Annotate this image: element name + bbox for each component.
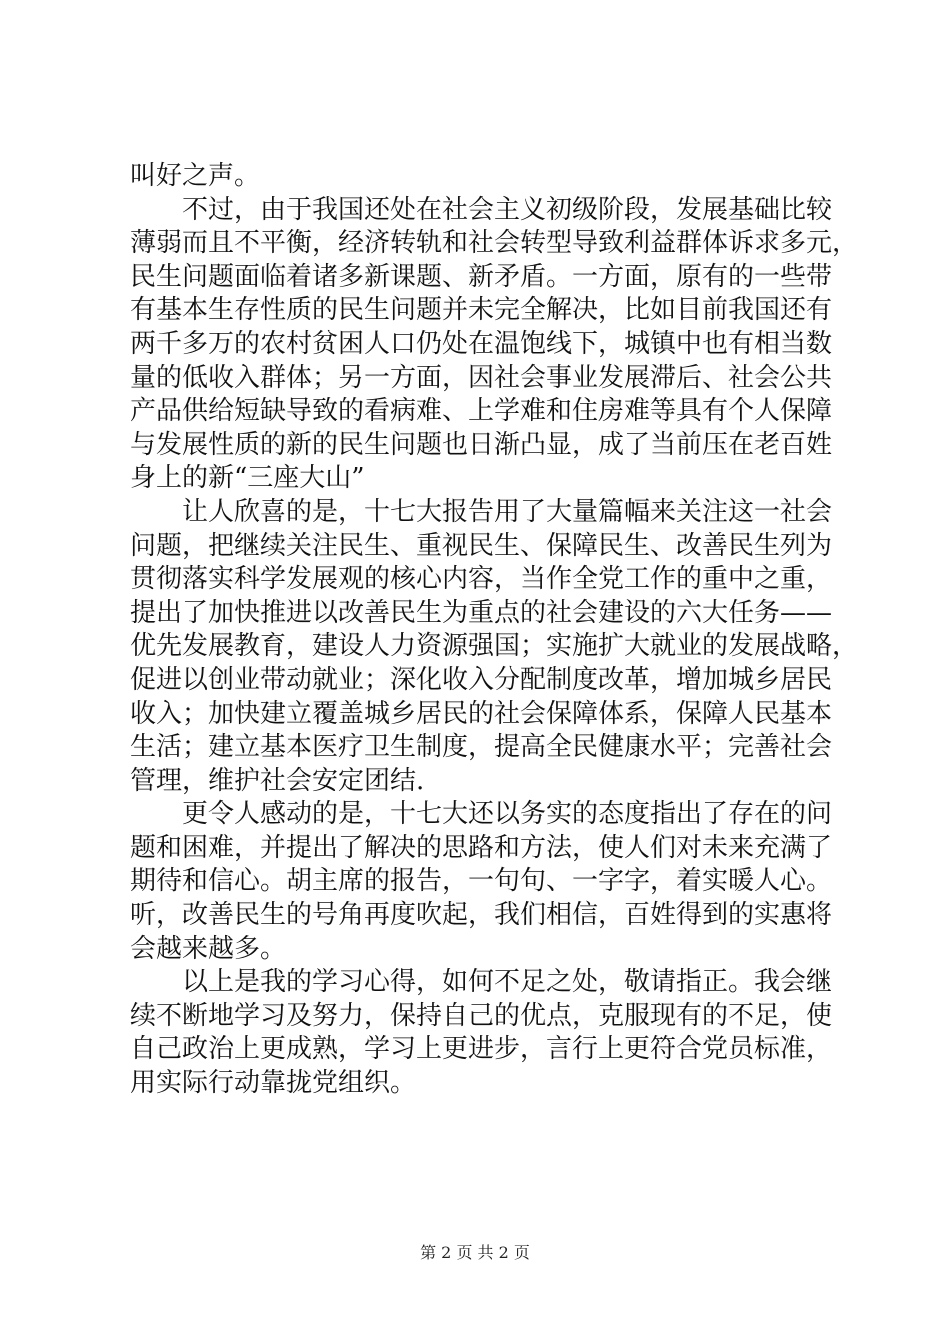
- page-footer: [0, 1243, 950, 1263]
- text-line: 续不断地学习及努力，保持自己的优点，克服现有的不足，使: [130, 1000, 833, 1031]
- text-line: 生活；建立基本医疗卫生制度，提高全民健康水平；完善社会: [130, 732, 833, 763]
- text-line: 量的低收入群体；另一方面，因社会事业发展滞后、社会公共: [130, 362, 833, 393]
- text-line: 用实际行动靠拢党组织。: [130, 1068, 417, 1099]
- text-line: 民生问题面临着诸多新课题、新矛盾。一方面，原有的一些带: [130, 261, 833, 292]
- text-line: 促进以创业带动就业；深化收入分配制度改革，增加城乡居民: [130, 664, 833, 695]
- text-line: 会越来越多。: [130, 933, 287, 964]
- text-line: 问题，把继续关注民生、重视民生、保障民生、改善民生列为: [130, 530, 833, 561]
- text-line: 以上是我的学习心得，如何不足之处，敬请指正。我会继: [182, 967, 833, 998]
- text-line: 让人欣喜的是，十七大报告用了大量篇幅来关注这一社会: [182, 496, 833, 527]
- text-line: 叫好之声。: [130, 161, 261, 191]
- text-line: 题和困难，并提出了解决的思路和方法，使人们对未来充满了: [130, 832, 833, 863]
- text-line: 与发展性质的新的民生问题也日渐凸显，成了当前压在老百姓: [130, 429, 833, 460]
- text-line: 两千多万的农村贫困人口仍处在温饱线下，城镇中也有相当数: [130, 328, 833, 359]
- paragraph-challenges: [130, 194, 859, 496]
- text-line: 期待和信心。胡主席的报告，一句句、一字字，着实暖人心。: [130, 866, 833, 897]
- paragraph-conclusion: [130, 966, 833, 1100]
- text-line: 产品供给短缺导致的看病难、上学难和住房难等具有个人保障: [130, 396, 833, 427]
- text-line: 有基本生存性质的民生问题并未完全解决，比如目前我国还有: [130, 295, 833, 326]
- text-line: 更令人感动的是，十七大还以务实的态度指出了存在的问: [182, 799, 833, 830]
- text-line: 贯彻落实科学发展观的核心内容，当作全党工作的重中之重，: [130, 564, 833, 595]
- paragraph-moving: [130, 798, 833, 966]
- text-line: 薄弱而且不平衡，经济转轨和社会转型导致利益群体诉求多元，: [130, 228, 859, 259]
- text-line: 听，改善民生的号角再度吹起，我们相信，百姓得到的实惠将: [130, 900, 833, 931]
- text-line: 提出了加快推进以改善民生为重点的社会建设的六大任务——: [130, 597, 833, 628]
- page-number-label: 第 2 页 共 2 页: [420, 1243, 530, 1262]
- text-line: 优先发展教育，建设人力资源强国；实施扩大就业的发展战略，: [130, 631, 859, 662]
- text-line: 不过，由于我国还处在社会主义初级阶段，发展基础比较: [182, 194, 833, 225]
- paragraph-continuation: [130, 160, 830, 194]
- document-body: [130, 160, 859, 1101]
- text-line: 管理，维护社会安定团结.: [130, 765, 425, 796]
- text-line: 身上的新“三座大山”: [130, 463, 365, 494]
- text-line: 自己政治上更成熟，学习上更进步，言行上更符合党员标准，: [130, 1034, 833, 1065]
- paragraph-report-tasks: [130, 496, 859, 798]
- text-line: 收入；加快建立覆盖城乡居民的社会保障体系，保障人民基本: [130, 698, 833, 729]
